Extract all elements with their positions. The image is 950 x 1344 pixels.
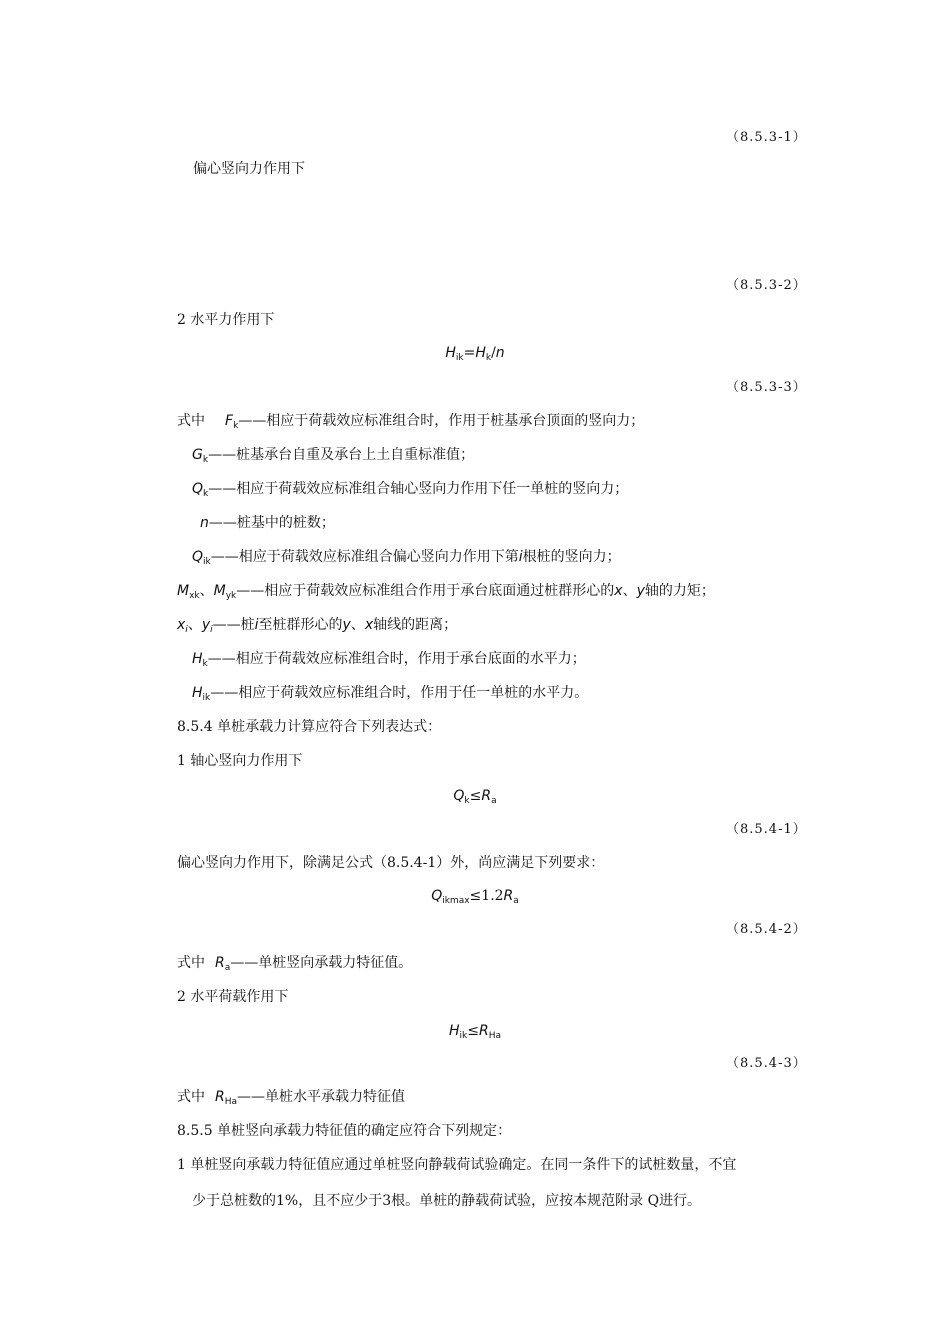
definition-hk: [192, 652, 586, 669]
formula-8-5-4-1: [0, 789, 950, 806]
definition-n: [200, 516, 335, 530]
symbol-r: R: [503, 888, 514, 904]
symbol-q: Q: [192, 481, 204, 497]
where-label: 式中: [177, 955, 205, 971]
item-1-line-2: 少于总桩数的1%，且不应少于3根。单桩的静载荷试验，应按本规范附录 Q进行。: [192, 1193, 702, 1209]
symbol-h: H: [192, 685, 203, 701]
subscript-k: k: [202, 455, 209, 465]
definition-fk: [177, 414, 644, 431]
horizontal-load-heading: 2 水平荷载作用下: [177, 989, 289, 1005]
symbol-q: Q: [431, 888, 443, 904]
separator: 、: [199, 583, 214, 599]
less-equal-sign: ≤: [469, 788, 482, 804]
symbol-f: F: [225, 413, 234, 429]
definition-text: 根桩的竖向力；: [522, 549, 621, 565]
horizontal-force-heading: 2 水平力作用下: [177, 312, 275, 328]
slash-sign: /: [491, 345, 496, 361]
symbol-q: Q: [192, 549, 204, 565]
equation-number: （8.5.4-3）: [726, 1056, 807, 1071]
symbol-x: x: [364, 617, 374, 633]
subscript-ha: Ha: [224, 1097, 238, 1107]
equation-number: （8.5.3-1）: [726, 130, 807, 145]
subscript-ik: ik: [455, 353, 464, 363]
equation-number: （8.5.4-2）: [726, 922, 807, 937]
separator: 、: [622, 583, 637, 599]
symbol-r: R: [215, 955, 225, 971]
definition-qk: [192, 482, 628, 499]
equation-number: （8.5.3-3）: [726, 380, 807, 395]
symbol-r: R: [215, 1089, 225, 1105]
separator: 、: [187, 617, 202, 633]
subscript-ik: ik: [459, 1031, 468, 1041]
symbol-h: H: [448, 1023, 460, 1039]
symbol-n: n: [200, 515, 209, 531]
item-1-line-1: 1 单桩竖向承载力特征值应通过单桩竖向静载荷试验确定。在同一条件下的试桩数量，不宜: [177, 1157, 737, 1173]
definition-ra: [177, 956, 412, 973]
definition-text: ——相应于荷载效应标准组合作用于承台底面通过桩群形心的: [236, 583, 615, 599]
less-equal-sign: ≤: [469, 888, 482, 904]
subscript-i: i: [185, 625, 188, 635]
eccentric-requirement: 偏心竖向力作用下，除满足公式（8.5.4-1）外，尚应满足下列要求：: [177, 855, 605, 871]
symbol-h: H: [475, 345, 486, 361]
subscript-xk: xk: [189, 591, 200, 601]
symbol-y: y: [201, 617, 211, 633]
definition-rha: [177, 1090, 405, 1107]
definition-text: ——单桩竖向承载力特征值。: [230, 955, 413, 971]
formula-8-5-3-3: [0, 346, 950, 363]
definition-text: ——相应于荷载效应标准组合轴心竖向力作用下任一单桩的竖向力；: [208, 481, 629, 497]
definition-text: ——桩: [212, 617, 255, 633]
subscript-a: a: [224, 963, 231, 973]
subscript-ikmax: ikmax: [442, 896, 470, 906]
subscript-k: k: [464, 796, 470, 806]
symbol-x: x: [614, 583, 623, 599]
subscript-k: k: [485, 353, 492, 363]
definition-qik: [192, 550, 621, 567]
symbol-q: Q: [453, 788, 465, 804]
symbol-h: H: [445, 345, 456, 361]
symbol-y: y: [342, 617, 351, 633]
definition-text: ——桩基承台自重及承台上土自重标准值；: [208, 447, 475, 463]
definition-text: 轴线的距离；: [373, 617, 458, 633]
definition-text: ——相应于荷载效应标准组合偏心竖向力作用下第: [210, 549, 519, 565]
symbol-h: H: [192, 651, 203, 667]
definition-text: ——单桩水平承载力特征值: [237, 1089, 406, 1105]
symbol-y: y: [636, 583, 645, 599]
subscript-k: k: [202, 659, 208, 669]
clause-8-5-5: 8.5.5 单桩竖向承载力特征值的确定应符合下列规定：: [177, 1123, 512, 1139]
subscript-ik: ik: [203, 557, 211, 567]
subscript-a: a: [513, 896, 519, 906]
definition-text: ——相应于荷载效应标准组合时，作用于承台底面的水平力；: [207, 651, 586, 667]
definition-text: 轴的力矩；: [644, 583, 715, 599]
less-equal-sign: ≤: [467, 1023, 479, 1039]
equation-number: （8.5.3-2）: [726, 278, 807, 293]
subscript-ik: ik: [202, 693, 211, 703]
symbol-i: i: [254, 617, 259, 633]
coefficient: 1.2: [481, 888, 504, 904]
definition-text: ——相应于荷载效应标准组合时，作用于桩基承台顶面的竖向力；: [238, 413, 645, 429]
definition-hik: [192, 686, 588, 703]
subscript-ha: Ha: [488, 1031, 501, 1041]
definition-gk: [192, 448, 474, 465]
symbol-r: R: [481, 788, 492, 804]
definition-xy: [177, 618, 457, 635]
symbol-g: G: [192, 447, 203, 463]
subscript-k: k: [203, 489, 209, 499]
definition-text: 至桩群形心的: [258, 617, 343, 633]
symbol-x: x: [177, 617, 186, 633]
subscript-a: a: [491, 796, 497, 806]
symbol-m: M: [177, 583, 190, 599]
eccentric-force-heading: 偏心竖向力作用下: [193, 161, 305, 177]
equation-number: （8.5.4-1）: [726, 822, 807, 837]
where-label: 式中: [177, 413, 205, 429]
definition-moments: [177, 584, 715, 601]
symbol-i: i: [518, 549, 523, 565]
definition-text: ——相应于荷载效应标准组合时，作用于任一单桩的水平力。: [210, 685, 589, 701]
separator: 、: [350, 617, 365, 633]
subscript-yk: yk: [225, 591, 237, 601]
subscript-k: k: [233, 421, 239, 431]
subscript-i: i: [210, 625, 213, 635]
axial-force-heading: 1 轴心竖向力作用下: [177, 753, 303, 769]
symbol-r: R: [478, 1023, 489, 1039]
equals-sign: =: [463, 345, 476, 361]
definition-text: ——桩基中的桩数；: [208, 515, 335, 531]
formula-8-5-4-2: [0, 889, 950, 906]
symbol-m: M: [213, 583, 226, 599]
where-label: 式中: [177, 1089, 205, 1105]
clause-8-5-4: 8.5.4 单桩承载力计算应符合下列表达式：: [177, 719, 442, 735]
symbol-n: n: [495, 345, 505, 361]
formula-8-5-4-3: [0, 1024, 950, 1041]
